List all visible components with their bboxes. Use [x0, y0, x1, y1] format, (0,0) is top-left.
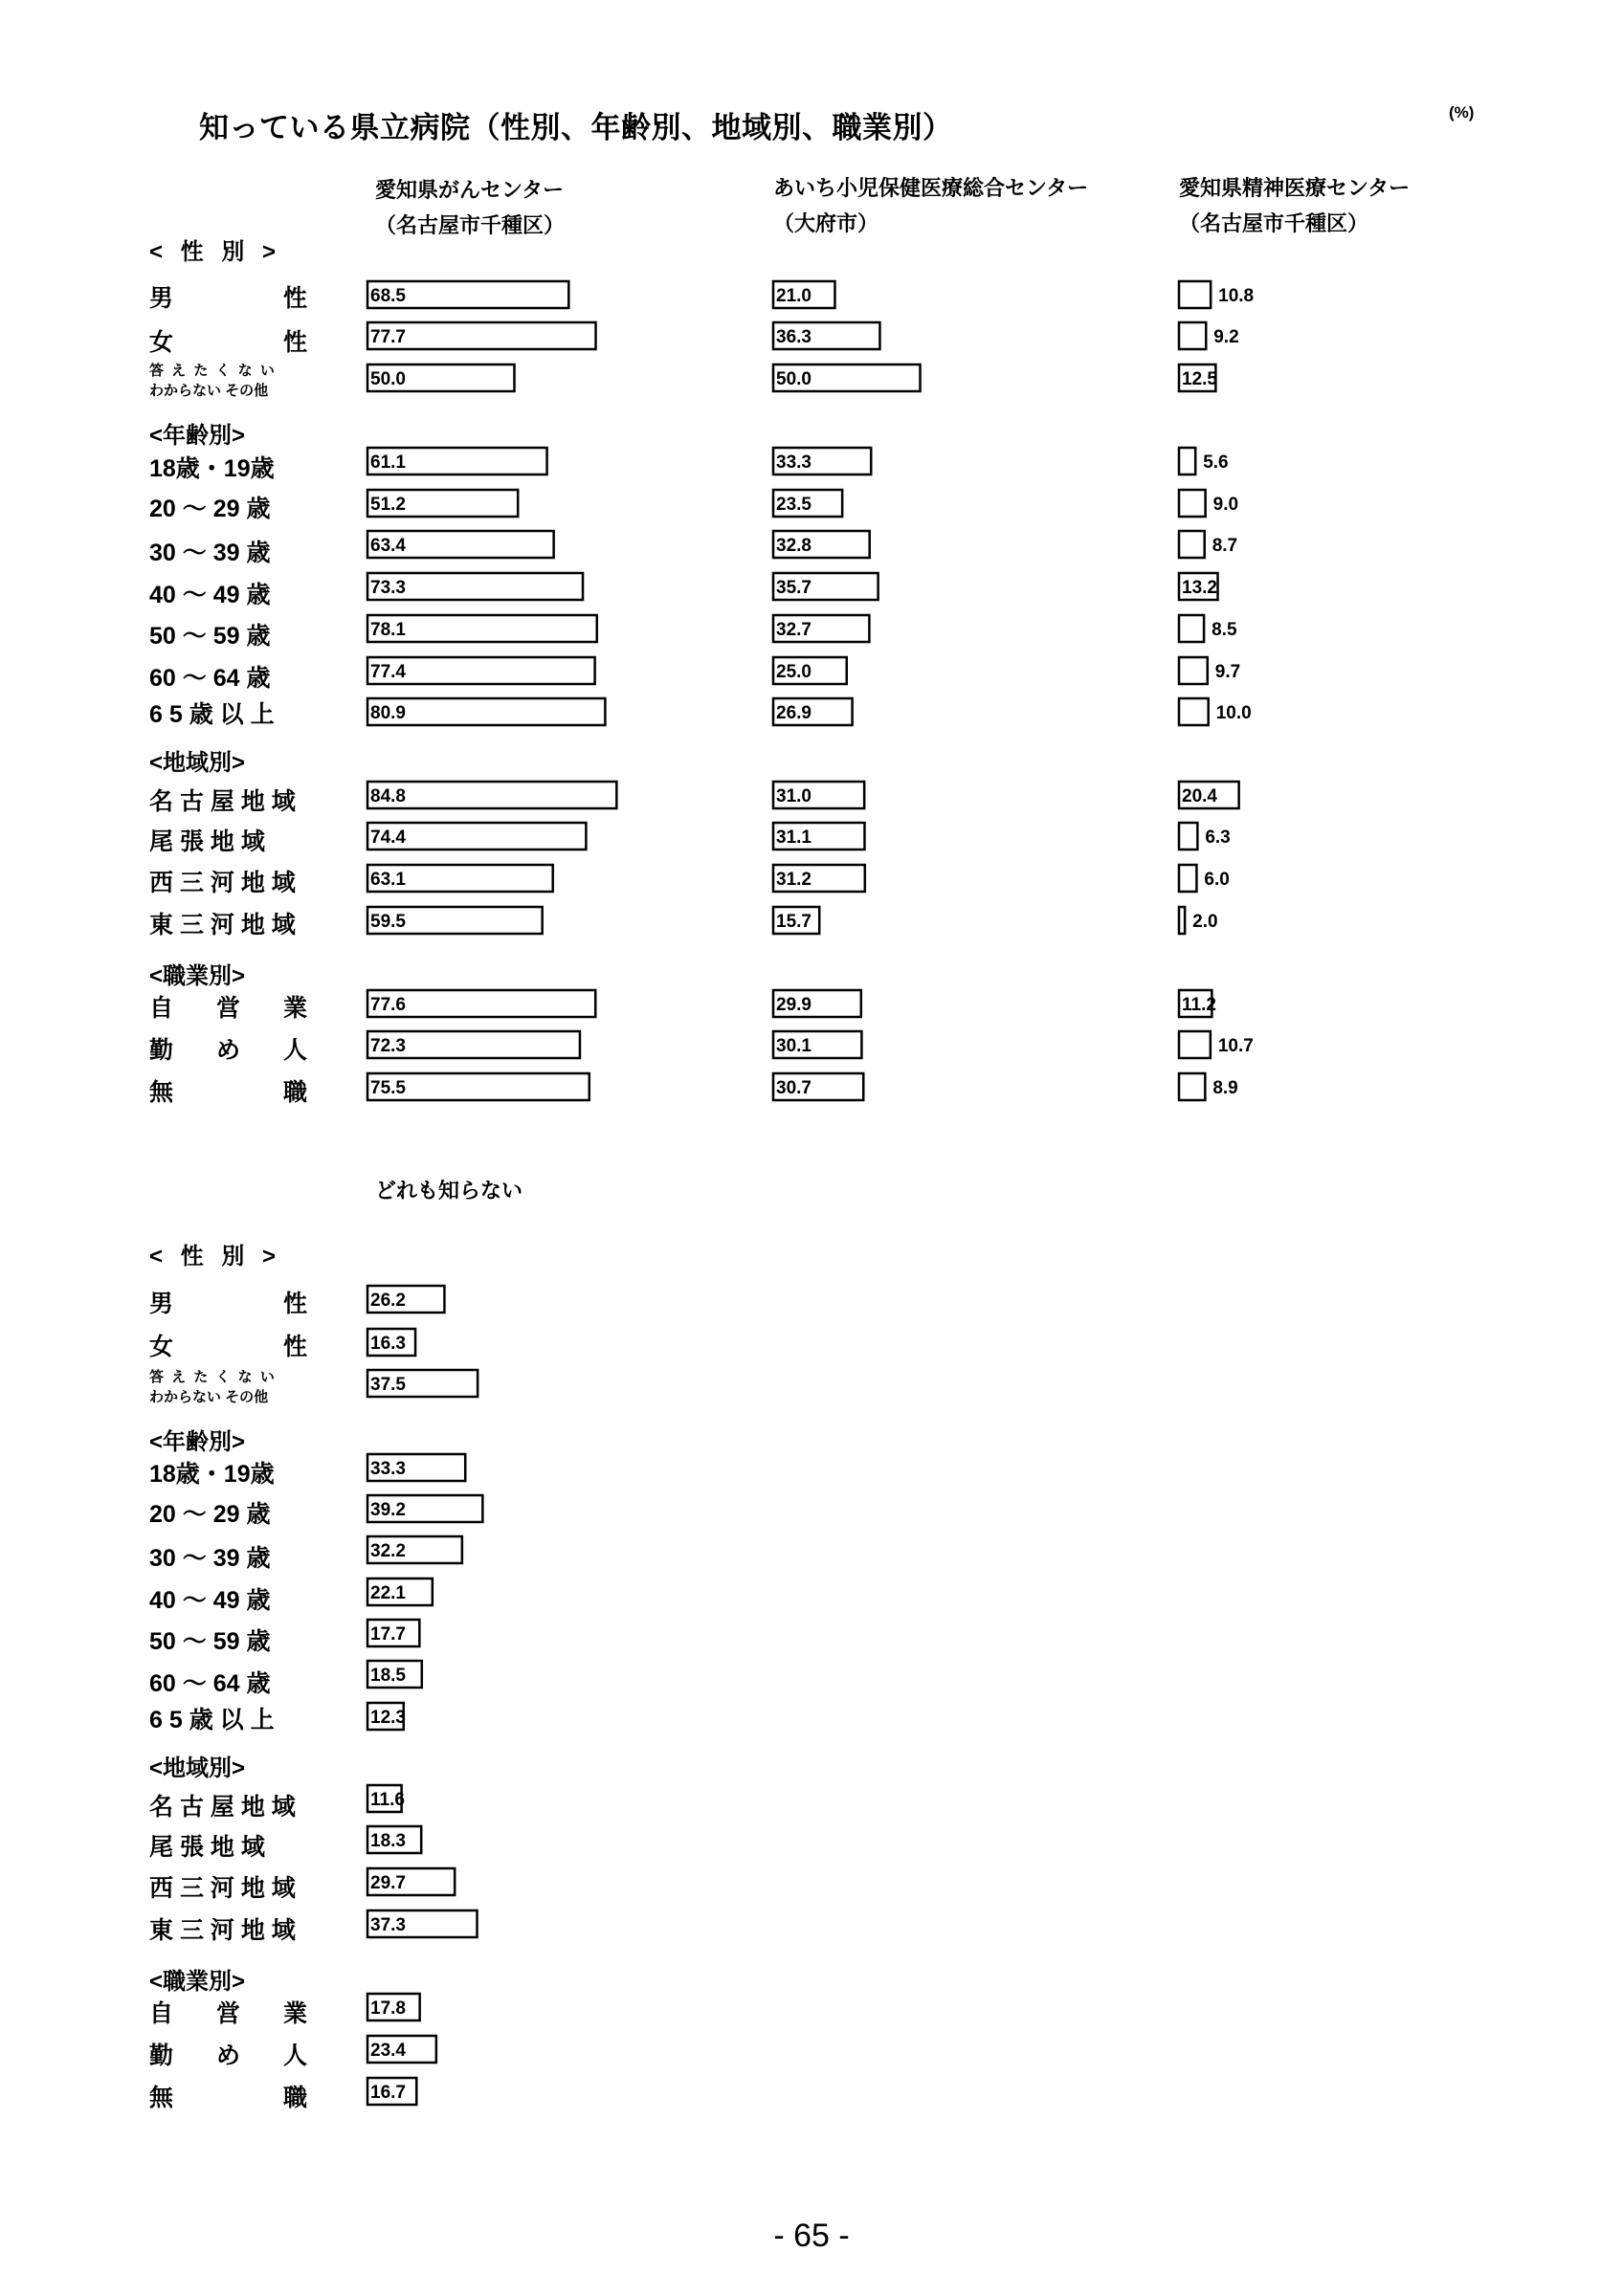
seishin-label-15: 10.7 — [1217, 1036, 1254, 1056]
gan-label-1: 77.7 — [370, 327, 406, 347]
series-header-shoni-line1: あいち小児保健医療総合センター — [773, 176, 1089, 200]
shoni-label-14: 29.9 — [776, 995, 812, 1015]
gan-label-0: 68.5 — [370, 286, 406, 306]
seishin-bar-4 — [1179, 490, 1206, 517]
label-age4: 40 ～ 49 歳 — [149, 582, 271, 608]
seishin-bar-11 — [1179, 823, 1197, 850]
none-known-label-4: 39.2 — [370, 1500, 406, 1520]
seishin-bar-12 — [1179, 865, 1196, 892]
label-region1-2: 名 古 屋 地 域 — [149, 1794, 296, 1821]
label-job2-1: 勤 — [149, 1037, 174, 1064]
label-age2: 20 ～ 29 歳 — [149, 496, 271, 522]
label-age2-2: 20 ～ 29 歳 — [149, 1501, 271, 1528]
gan-label-6: 73.3 — [370, 578, 406, 598]
gan-label-4: 51.2 — [370, 495, 406, 515]
shoni-label-10: 31.0 — [776, 786, 812, 806]
unit-label: (%) — [1449, 103, 1475, 121]
shoni-label-16: 30.7 — [776, 1078, 812, 1098]
gan-label-14: 77.6 — [370, 995, 406, 1015]
none-known-label-13: 37.3 — [370, 1915, 406, 1935]
group-gender: < 性 別 > — [149, 239, 277, 265]
label-job2-2-2: め — [216, 2042, 241, 2069]
none-known-label-14: 17.8 — [370, 1998, 406, 2019]
none-known-label-15: 23.4 — [370, 2041, 406, 2061]
label-job2-3-2: 人 — [283, 2042, 308, 2069]
seishin-bar-8 — [1179, 657, 1208, 684]
label-job1-2: 営 — [216, 995, 241, 1022]
shoni-label-3: 33.3 — [776, 453, 812, 473]
seishin-label-5: 8.7 — [1212, 536, 1238, 556]
group-age-2: <年齢別> — [149, 1429, 246, 1455]
label-job1-1-2: 自 — [149, 2000, 174, 2027]
label-female-1: 女 — [149, 329, 174, 356]
label-male-1: 男 — [149, 285, 174, 312]
series-header-gan-line2: （名古屋市千種区） — [375, 213, 566, 237]
none-known-label-1: 16.3 — [370, 1334, 406, 1354]
seishin-label-10: 20.4 — [1182, 786, 1217, 806]
none-known-label-6: 22.1 — [370, 1583, 406, 1603]
seishin-bar-15 — [1179, 1031, 1211, 1058]
seishin-label-16: 8.9 — [1212, 1078, 1238, 1098]
seishin-bar-0 — [1179, 281, 1211, 308]
page-number: - 65 - — [773, 2218, 850, 2254]
none-known-label-11: 18.3 — [370, 1831, 406, 1851]
label-region3-2: 西 三 河 地 域 — [149, 1875, 296, 1902]
label-job3-1: 無 — [149, 1079, 174, 1106]
label-age4-2: 40 ～ 49 歳 — [149, 1587, 271, 1614]
series-header-shoni-line2: （大府市） — [773, 211, 879, 235]
shoni-label-2: 50.0 — [776, 369, 812, 389]
series-header-seishin-line2: （名古屋市千種区） — [1179, 211, 1369, 235]
label-age1: 18歳・19歳 — [149, 455, 275, 482]
gan-label-15: 72.3 — [370, 1036, 406, 1056]
label-region2: 尾 張 地 域 — [149, 828, 265, 855]
gan-label-5: 63.4 — [370, 536, 406, 556]
label-age1-2: 18歳・19歳 — [149, 1461, 275, 1488]
label-male-1-2: 男 — [149, 1291, 174, 1317]
label-other-line2-2: わからない その他 — [149, 1389, 269, 1405]
none-known-label-10: 11.6 — [370, 1790, 405, 1810]
group-region: <地域別> — [149, 750, 246, 776]
label-job2-1-2: 勤 — [149, 2042, 174, 2069]
seishin-label-11: 6.3 — [1205, 828, 1231, 848]
none-known-label-9: 12.3 — [370, 1708, 406, 1728]
shoni-label-7: 32.7 — [776, 620, 812, 640]
label-job3-2-2: 職 — [283, 2085, 308, 2111]
gan-label-7: 78.1 — [370, 620, 406, 640]
label-age5: 50 ～ 59 歳 — [149, 623, 271, 650]
shoni-label-4: 23.5 — [776, 495, 812, 515]
seishin-label-4: 9.0 — [1212, 495, 1239, 515]
label-age6-2: 60 ～ 64 歳 — [149, 1670, 271, 1697]
shoni-label-8: 25.0 — [776, 662, 812, 682]
shoni-label-6: 35.7 — [776, 578, 812, 598]
seishin-label-6: 13.2 — [1182, 578, 1217, 598]
seishin-bar-1 — [1179, 322, 1206, 349]
shoni-label-9: 26.9 — [776, 703, 812, 723]
shoni-label-11: 31.1 — [776, 828, 812, 848]
gan-label-10: 84.8 — [370, 786, 406, 806]
label-job2-3: 人 — [283, 1037, 308, 1064]
series-header-gan-line1: 愛知県がんセンター — [375, 178, 565, 202]
none-known-label-5: 32.2 — [370, 1541, 406, 1561]
gan-label-11: 74.4 — [370, 828, 406, 848]
label-age7: 6 5 歳 以 上 — [149, 701, 275, 728]
shoni-label-5: 32.8 — [776, 536, 812, 556]
seishin-bar-13 — [1179, 907, 1185, 934]
label-job3-2: 職 — [283, 1079, 308, 1106]
gan-label-3: 61.1 — [370, 453, 406, 473]
label-age6: 60 ～ 64 歳 — [149, 665, 271, 692]
label-job1-1: 自 — [149, 995, 174, 1022]
chart2-title: どれも知らない — [375, 1179, 523, 1203]
label-job2-2: め — [216, 1037, 241, 1064]
gan-label-8: 77.4 — [370, 662, 406, 682]
gan-label-13: 59.5 — [370, 912, 406, 932]
seishin-label-9: 10.0 — [1215, 703, 1252, 723]
none-known-label-3: 33.3 — [370, 1459, 406, 1479]
seishin-label-1: 9.2 — [1213, 327, 1239, 347]
none-known-label-8: 18.5 — [370, 1666, 406, 1686]
label-male-2-2: 性 — [283, 1291, 308, 1317]
series-header-seishin-line1: 愛知県精神医療センター — [1179, 176, 1411, 200]
label-region1: 名 古 屋 地 域 — [149, 788, 296, 815]
seishin-label-14: 11.2 — [1182, 995, 1216, 1015]
gan-label-9: 80.9 — [370, 703, 406, 723]
label-female-2-2: 性 — [283, 1334, 308, 1360]
label-male-2: 性 — [283, 285, 308, 312]
label-other-line1-2: 答 え た く な い — [149, 1369, 277, 1385]
group-job-2: <職業別> — [149, 1969, 246, 1995]
seishin-bar-9 — [1179, 698, 1209, 725]
label-region2-2: 尾 張 地 域 — [149, 1834, 265, 1861]
none-known-label-0: 26.2 — [370, 1291, 406, 1311]
seishin-bar-7 — [1179, 615, 1204, 642]
label-region4-2: 東 三 河 地 域 — [149, 1917, 296, 1944]
gan-label-16: 75.5 — [370, 1078, 406, 1098]
label-job1-3-2: 業 — [283, 2000, 308, 2027]
seishin-bar-16 — [1179, 1073, 1205, 1100]
seishin-label-8: 9.7 — [1214, 662, 1241, 682]
group-region-2: <地域別> — [149, 1755, 246, 1781]
seishin-label-2: 12.5 — [1182, 369, 1217, 389]
label-age5-2: 50 ～ 59 歳 — [149, 1628, 271, 1655]
group-job: <職業別> — [149, 963, 246, 989]
shoni-label-12: 31.2 — [776, 870, 812, 890]
label-other-line1: 答 え た く な い — [149, 363, 277, 379]
gan-label-2: 50.0 — [370, 369, 406, 389]
none-known-label-16: 16.7 — [370, 2083, 406, 2103]
shoni-label-15: 30.1 — [776, 1036, 812, 1056]
shoni-label-1: 36.3 — [776, 327, 812, 347]
label-female-2: 性 — [283, 329, 308, 356]
page-title: 知っている県立病院（性別、年齢別、地域別、職業別） — [199, 111, 953, 144]
label-age3-2: 30 ～ 39 歳 — [149, 1545, 271, 1572]
label-female-1-2: 女 — [149, 1334, 174, 1360]
none-known-label-12: 29.7 — [370, 1873, 406, 1893]
label-region3: 西 三 河 地 域 — [149, 870, 296, 896]
seishin-label-7: 8.5 — [1212, 620, 1237, 640]
label-job1-3: 業 — [283, 995, 308, 1022]
group-gender-2: < 性 別 > — [149, 1244, 277, 1269]
label-other-line2: わからない その他 — [149, 383, 269, 399]
label-age3: 30 ～ 39 歳 — [149, 540, 271, 566]
seishin-label-0: 10.8 — [1218, 286, 1255, 306]
label-job3-1-2: 無 — [149, 2085, 174, 2111]
seishin-label-13: 2.0 — [1192, 912, 1218, 932]
label-job1-2-2: 営 — [216, 2000, 241, 2027]
shoni-label-0: 21.0 — [776, 286, 812, 306]
seishin-label-3: 5.6 — [1203, 453, 1229, 473]
none-known-label-7: 17.7 — [370, 1624, 406, 1645]
shoni-label-13: 15.7 — [776, 912, 812, 932]
label-region4: 東 三 河 地 域 — [149, 912, 296, 938]
gan-label-12: 63.1 — [370, 870, 406, 890]
seishin-bar-3 — [1179, 448, 1195, 475]
seishin-bar-5 — [1179, 531, 1205, 558]
seishin-label-12: 6.0 — [1204, 870, 1230, 890]
none-known-label-2: 37.5 — [370, 1375, 406, 1395]
group-age: <年齢別> — [149, 423, 246, 449]
label-age7-2: 6 5 歳 以 上 — [149, 1707, 275, 1733]
